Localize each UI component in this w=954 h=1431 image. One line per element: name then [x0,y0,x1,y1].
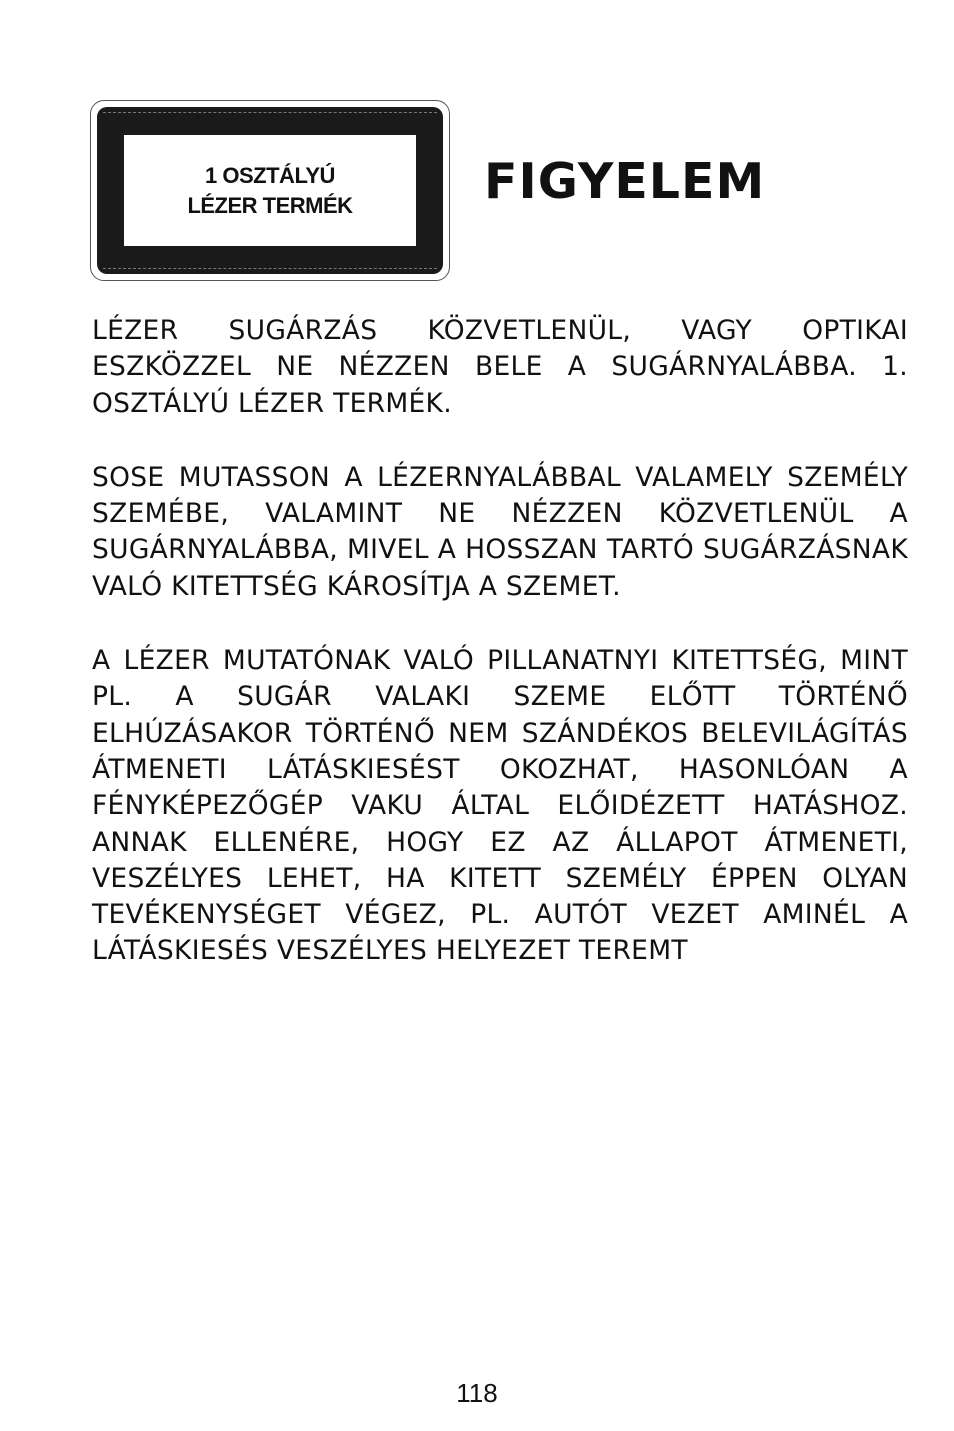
laser-label-frame [97,107,443,274]
laser-class-label [90,100,450,281]
page-title: FIGYELEM [484,153,766,210]
page-number: 118 [456,1378,498,1408]
laser-label-text-area [124,135,416,246]
body-text [92,313,908,1008]
laser-label-line-2: LÉZER TERMÉK [187,192,353,218]
warning-paragraph-2: SOSE MUTASSON A LÉZERNYALÁBBAL VALAMELY SZEMÉLY SZEMÉBE, VALAMINT NE NÉZZEN KÖZVETLENÜL A SUGÁRNYALÁBBA, MIVEL A HOSSZAN TARTÓ SUGÁRZÁSNAK VALÓ KITETTSÉG KÁROSÍTJA A SZEMET. [92,461,908,602]
laser-label-line-1: 1 OSZTÁLYÚ [205,162,335,188]
warning-paragraph-3: A LÉZER MUTATÓNAK VALÓ PILLANATNYI KITETTSÉG, MINT PL. A SUGÁR VALAKI SZEME ELŐTT TÖRTÉNŐ ELHÚZÁSAKOR TÖRTÉNŐ NEM SZÁNDÉKOS BELEVILÁGÍTÁS ÁTMENETI LÁTÁSKIESÉST OKOZHAT, HASONLÓAN A FÉNYKÉPEZŐGÉP VAKU ÁLTAL ELŐIDÉZETT HATÁSHOZ. ANNAK ELLENÉRE, HOGY EZ AZ ÁLLAPOT ÁTMENETI, VESZÉLYES LEHET, HA KITETT SZEMÉLY ÉPPEN OLYAN TEVÉKENYSÉGET VÉGEZ, PL. AUTÓT VEZET AMINÉL A LÁTÁSKIESÉS VESZÉLYES HELYEZET TEREMT [92,645,908,967]
warning-paragraph-1: LÉZER SUGÁRZÁS KÖZVETLENÜL, VAGY OPTIKAI ESZKÖZZEL NE NÉZZEN BELE A SUGÁRNYALÁBBA. 1. OSZTÁLYÚ LÉZER TERMÉK. [92,315,908,419]
